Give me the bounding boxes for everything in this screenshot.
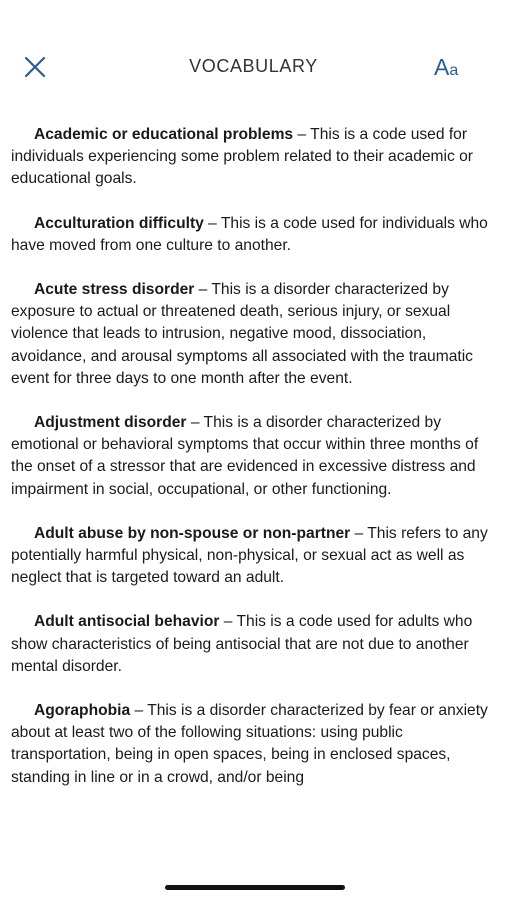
vocabulary-entry bbox=[11, 213, 501, 257]
font-size-button[interactable] bbox=[434, 52, 458, 82]
entry-term: Agoraphobia bbox=[34, 702, 131, 720]
entry-term: Academic or educational problems bbox=[34, 126, 294, 143]
top-bar bbox=[0, 0, 507, 110]
entry-definition: – This refers to any potentially harmful physical, non-physical, or sexual act as well as neglect that is targeted toward an adult. bbox=[11, 524, 488, 587]
vocabulary-entry bbox=[11, 412, 501, 501]
font-size-icon-small: a bbox=[449, 62, 459, 79]
entry-definition: – This is a code used for individuals experiencing some problem related to their academic or educational goals. bbox=[11, 126, 473, 188]
home-indicator[interactable] bbox=[165, 885, 345, 890]
entry-definition: – This is a code used for adults who show characteristics of being antisocial that are not due to another mental disorder. bbox=[11, 613, 473, 675]
entry-term: Adult abuse by non-spouse or non-partner bbox=[34, 524, 351, 542]
entry-definition: – This is a disorder characterized by fear or anxiety about at least two of the following situations: using public transportation, being in open spaces, being in enclosed spaces, standing in line or in a crowd, and/or being bbox=[11, 702, 488, 786]
entry-term: Adjustment disorder bbox=[34, 414, 187, 432]
vocabulary-list[interactable] bbox=[11, 124, 501, 846]
entry-term: Acute stress disorder bbox=[34, 281, 195, 299]
vocabulary-entry bbox=[11, 611, 501, 678]
entry-definition: – This is a code used for individuals who have moved from one culture to another. bbox=[11, 214, 488, 254]
vocabulary-entry bbox=[11, 279, 501, 390]
entry-term: Adult antisocial behavior bbox=[34, 613, 220, 631]
entry-definition: – This is a disorder characterized by emotional or behavioral symptoms that occur within three months of the onset of a stressor that are evidenced in excessive distress and impairment in social, occupational, or other functioning. bbox=[11, 414, 479, 498]
vocabulary-entry bbox=[11, 124, 501, 191]
vocabulary-entry bbox=[11, 700, 501, 789]
vocabulary-entry bbox=[11, 523, 501, 590]
entry-definition: – This is a disorder characterized by exposure to actual or threatened death, serious injury, or sexual violence that leads to intrusion, negative mood, dissociation, avoidance, and arousal symptoms all associated with the traumatic event for three days to one month after the event. bbox=[11, 281, 473, 387]
font-size-icon-big: A bbox=[434, 54, 450, 80]
entry-term: Acculturation difficulty bbox=[34, 214, 204, 232]
page-title: VOCABULARY bbox=[189, 56, 318, 76]
